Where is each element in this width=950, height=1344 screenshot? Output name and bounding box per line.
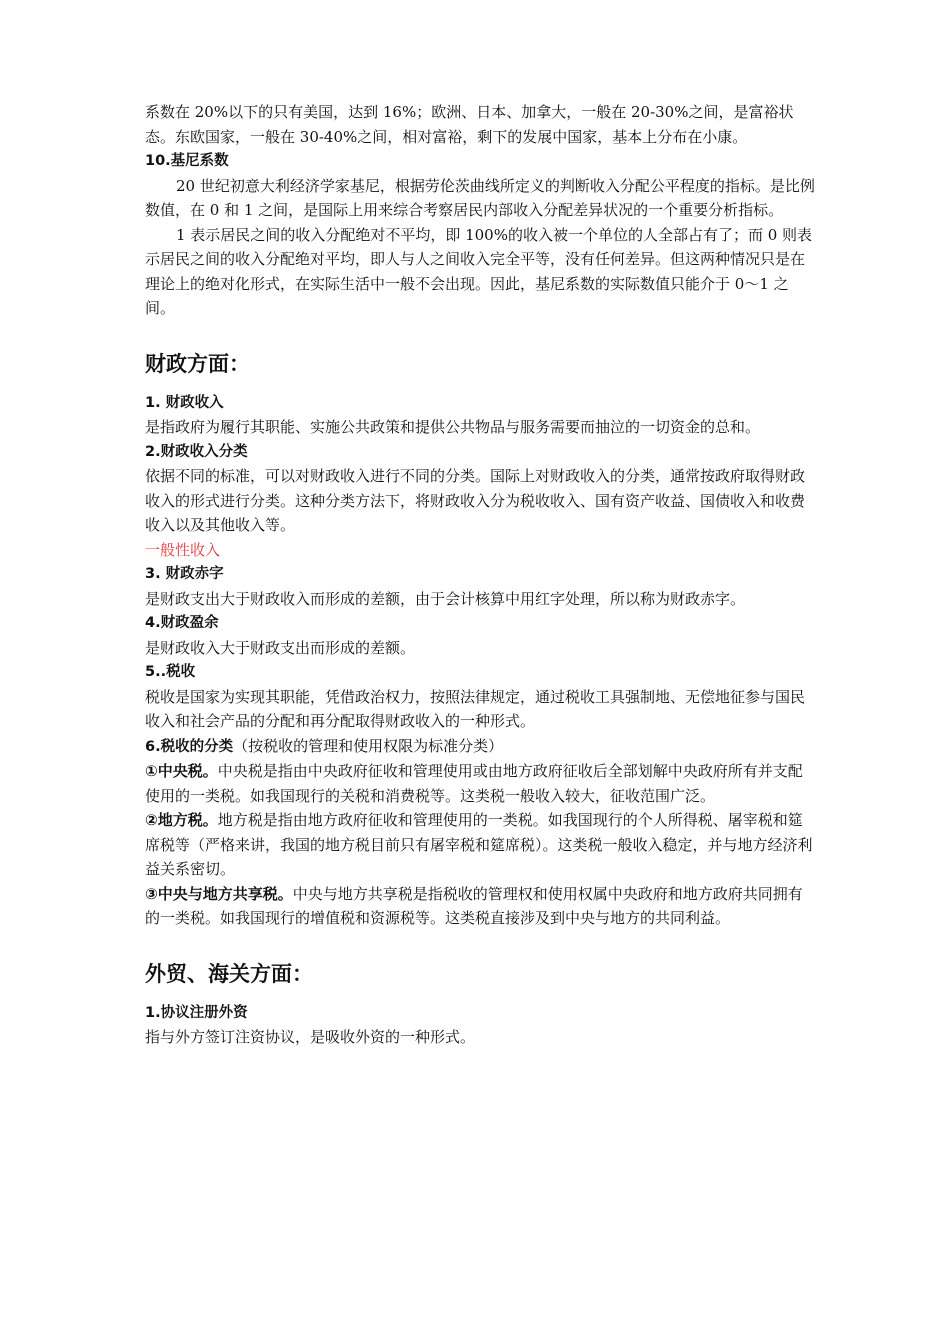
local-tax-text: 地方税是指由地方政府征收和管理使用的一类税。如我国现行的个人所得税、屠宰税和筵席税等（严格来讲，我国的地方税目前只有屠宰税和筵席税）。这类税一般收入稳定，并与地方经济利益关系密切。	[145, 811, 813, 878]
section-title-finance: 财政方面：	[145, 351, 250, 376]
local-tax-label: ②地方税。	[145, 811, 218, 829]
registered-foreign-capital-text: 指与外方签订注资协议，是吸收外资的一种形式。	[145, 1028, 476, 1046]
fiscal-deficit-text: 是财政支出大于财政收入而形成的差额，由于会计核算中用红字处理，所以称为财政赤字。	[145, 589, 746, 608]
fiscal-revenue-text: 是指政府为履行其职能、实施公共政策和提供公共物品与服务需要而抽泣的一切资金的总和。	[145, 418, 761, 436]
heading-fiscal-deficit: 3. 财政赤字	[145, 566, 224, 582]
taxation-text: 税收是国家为实现其职能，凭借政治权力，按照法律规定，通过税收工具强制地、无偿地征参与国民收入和社会产品的分配和再分配取得财政收入的一种形式。	[145, 687, 806, 730]
gini-paragraph-3: 1 表示居民之间的收入分配绝对不平均，即 100%的收入被一个单位的人全部占有了；而 0 则表示居民之间的收入分配绝对平均，即人与人之间收入完全平等，没有任何差异。但这两种情况只是在理论上的绝对化形式，在实际生活中一般不会出现。因此，基尼系数的实际数值只能介于 0～1 之间。	[145, 225, 813, 317]
shared-tax-item	[145, 882, 815, 931]
document-page	[145, 100, 815, 1050]
shared-tax-label: ③中央与地方共享税。	[145, 884, 293, 903]
heading-gini-coefficient: 10.基尼系数	[145, 153, 229, 169]
section-title-trade-customs: 外贸、海关方面：	[145, 961, 313, 986]
local-tax-item	[145, 808, 815, 882]
red-note-general-revenue: 一般性收入	[145, 540, 221, 559]
heading-fiscal-surplus: 4.财政盈余	[145, 615, 219, 631]
heading-revenue-classification: 2.财政收入分类	[145, 443, 248, 460]
tax-classification-title: 6.税收的分类	[145, 738, 234, 755]
revenue-classification-text: 依据不同的标准，可以对财政收入进行不同的分类。国际上对财政收入的分类，通常按政府取得财政收入的形式进行分类。这种分类方法下，将财政收入分为税收收入、国有资产收益、国债收入和收费收入以及其他收入等。	[145, 467, 806, 534]
central-tax-item	[145, 759, 815, 808]
heading-fiscal-revenue: 1. 财政收入	[145, 394, 224, 411]
gini-paragraph-2: 20 世纪初意大利经济学家基尼，根据劳伦茨曲线所定义的判断收入分配公平程度的指标。是比例数值，在 0 和 1 之间，是国际上用来综合考察居民内部收入分配差异状况的一个重要分析指标。	[145, 176, 815, 219]
fiscal-surplus-text: 是财政收入大于财政支出而形成的差额。	[145, 638, 416, 657]
central-tax-text: 中央税是指由中央政府征收和管理使用或由地方政府征收后全部划解中央政府所有并支配使用的一类税。如我国现行的关税和消费税等。这类税一般收入较大，征收范围广泛。	[145, 762, 803, 805]
heading-registered-foreign-capital: 1.协议注册外资	[145, 1004, 248, 1021]
gini-paragraph-1: 系数在 20%以下的只有美国，达到 16%；欧洲、日本、加拿大，一般在 20-30%之间，是富裕状态。东欧国家，一般在 30-40%之间，相对富裕，剩下的发展中国家，基本上分布在小康。	[145, 103, 794, 146]
heading-tax-classification	[145, 734, 815, 760]
shared-tax-text: 中央与地方共享税是指税收的管理权和使用权属中央政府和地方政府共同拥有的一类税。如我国现行的增值税和资源税等。这类税直接涉及到中央与地方的共同利益。	[145, 884, 803, 927]
heading-taxation: 5..税收	[145, 664, 196, 680]
central-tax-label: ①中央税。	[145, 762, 218, 780]
tax-classification-note: （按税收的管理和使用权限为标准分类）	[233, 736, 504, 755]
